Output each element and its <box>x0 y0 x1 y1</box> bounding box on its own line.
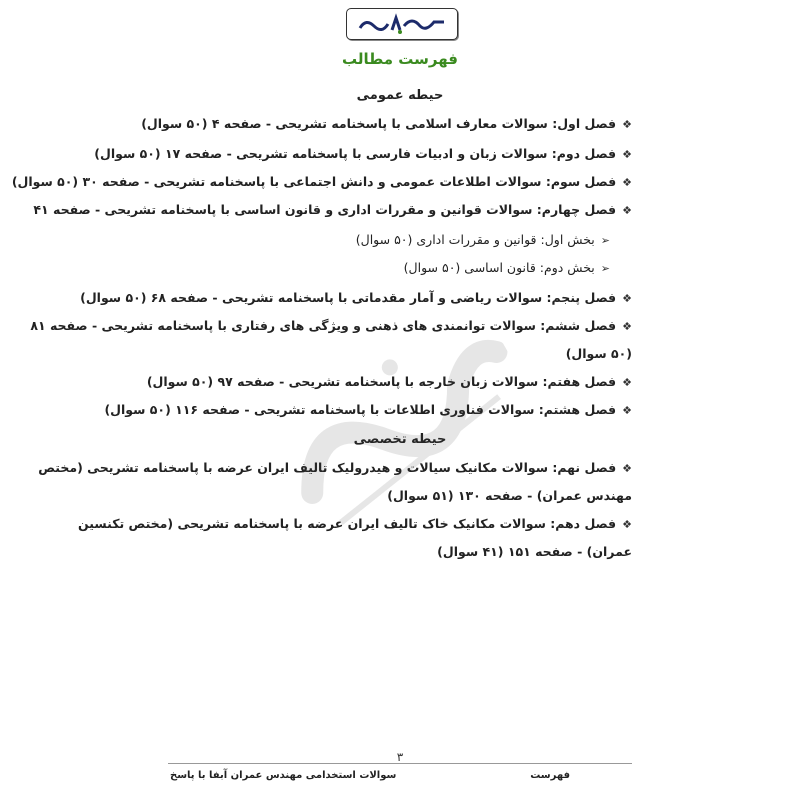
toc-entry-8[interactable] <box>104 402 632 419</box>
toc-entry-text: بخش دوم: قانون اساسی (۵۰ سوال) <box>403 260 595 275</box>
brand-logo <box>346 8 458 40</box>
toc-entry-10[interactable] <box>78 516 632 533</box>
diamond-bullet-icon: ❖ <box>622 320 632 333</box>
footer-divider <box>168 763 632 764</box>
toc-entry-7[interactable] <box>147 374 632 391</box>
diamond-bullet-icon: ❖ <box>622 376 632 389</box>
toc-entry-text: فصل چهارم: سوالات قوانین و مقررات اداری و قانون اساسی با پاسخنامه تشریحی - صفحه ۴۱ <box>33 202 617 217</box>
toc-title: فهرست مطالب <box>342 50 458 68</box>
brand-logo-icon <box>352 12 452 36</box>
arrow-bullet-icon: ➢ <box>600 262 610 275</box>
diamond-bullet-icon: ❖ <box>622 204 632 217</box>
toc-entry-4[interactable] <box>33 202 632 219</box>
toc-entry-text: فصل هشتم: سوالات فناوری اطلاعات با پاسخنامه تشریحی - صفحه ۱۱۶ (۵۰ سوال) <box>104 402 617 417</box>
diamond-bullet-icon: ❖ <box>622 518 632 531</box>
toc-entry-1[interactable] <box>141 116 632 133</box>
toc-entry-text: فصل دهم: سوالات مکانیک خاک تالیف ایران عرضه با پاسخنامه تشریحی (مختص تکنسین <box>78 516 617 531</box>
toc-entry-text: فصل دوم: سوالات زبان و ادبیات فارسی با پاسخنامه تشریحی - صفحه ۱۷ (۵۰ سوال) <box>94 146 617 161</box>
toc-entry-10-continuation: عمران) - صفحه ۱۵۱ (۴۱ سوال) <box>437 544 632 559</box>
toc-subentry-4b[interactable] <box>404 260 610 277</box>
page-number: ۳ <box>396 750 404 764</box>
toc-entry-5[interactable] <box>80 290 632 307</box>
toc-entry-text: فصل پنجم: سوالات ریاضی و آمار مقدماتی با پاسخنامه تشریحی - صفحه ۶۸ (۵۰ سوال) <box>80 290 617 305</box>
toc-entry-text: فصل نهم: سوالات مکانیک سیالات و هیدرولیک تالیف ایران عرضه با پاسخنامه تشریحی (مختص <box>38 460 617 475</box>
toc-entry-2[interactable] <box>94 146 632 163</box>
toc-entry-9[interactable] <box>38 460 632 477</box>
diamond-bullet-icon: ❖ <box>622 462 632 475</box>
toc-entry-text: فصل هفتم: سوالات زبان خارجه با پاسخنامه تشریحی - صفحه ۹۷ (۵۰ سوال) <box>146 374 617 389</box>
toc-subentry-4a[interactable] <box>356 232 610 249</box>
footer-book-title: سوالات استخدامی مهندس عمران آبفا با پاسخ <box>170 770 397 781</box>
toc-entry-text: فصل اول: سوالات معارف اسلامی با پاسخنامه تشریحی - صفحه ۴ (۵۰ سوال) <box>141 116 617 131</box>
diamond-bullet-icon: ❖ <box>622 118 632 131</box>
toc-entry-9-continuation: مهندس عمران) - صفحه ۱۳۰ (۵۱ سوال) <box>387 488 632 503</box>
toc-entry-6[interactable] <box>30 318 632 335</box>
diamond-bullet-icon: ❖ <box>622 292 632 305</box>
diamond-bullet-icon: ❖ <box>622 404 632 417</box>
specialized-section-heading: حیطه تخصصی <box>353 432 447 447</box>
toc-entry-6-continuation: (۵۰ سوال) <box>565 346 632 361</box>
diamond-bullet-icon: ❖ <box>622 176 632 189</box>
toc-entry-text: فصل ششم: سوالات توانمندی های ذهنی و ویژگی های رفتاری با پاسخنامه تشریحی - صفحه ۸۱ <box>30 318 617 333</box>
general-section-heading: حیطه عمومی <box>356 88 444 103</box>
diamond-bullet-icon: ❖ <box>622 148 632 161</box>
toc-entry-3[interactable] <box>12 174 632 191</box>
toc-entry-text: بخش اول: قوانین و مقررات اداری (۵۰ سوال) <box>355 232 595 247</box>
toc-entry-text: فصل سوم: سوالات اطلاعات عمومی و دانش اجتماعی با پاسخنامه تشریحی - صفحه ۳۰ (۵۰ سوال) <box>11 174 617 189</box>
footer-section-label: فهرست <box>530 770 570 781</box>
arrow-bullet-icon: ➢ <box>600 234 610 247</box>
